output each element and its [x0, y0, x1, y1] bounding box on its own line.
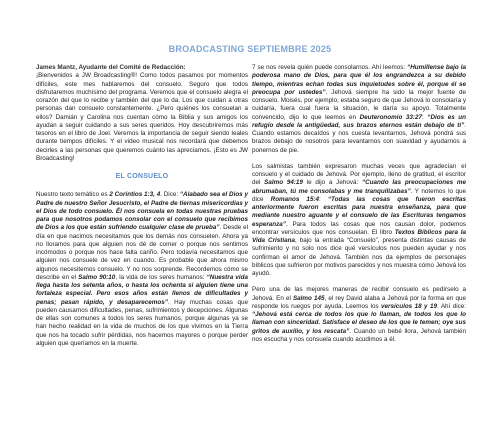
intro-paragraph — [36, 64, 248, 163]
text-run: : — [422, 113, 428, 121]
text-run: . Y notemos lo que dice — [252, 187, 467, 203]
scripture-quote: “Jehová está cerca de todos los que lo llaman, de todos los que lo llaman con sinceridad. Satisface el deseo de los que le temen; oye sus gritos de auxilio, y los rescata” — [252, 311, 466, 335]
text-run: . Desde el día en que nacimos necesitamos que los demás nos consuelen. Ahora ya no lloramos para que alguien nos dé de comer o porque nos sentimos incómodos o porque nos hace falta cariño. Pero todavía necesitamos que alguien nos consuele de vez en cuando. Es probable que ahora mismo algunos necesitemos consuelo. Y no nos sorprende. Recordemos cómo se describe en el — [36, 224, 248, 281]
book-title: Textos Bíblicos para la Vida Cristiana — [252, 228, 466, 244]
text-run: le dijo a Jehová: — [302, 179, 362, 187]
text-run: . Para todos las cosas que nos causan dolor, podemos encontrar versículos que nos consuelan. El libro — [252, 220, 466, 236]
text-run: 7 se nos revela quién puede consolarnos. Ahí leemos: — [252, 64, 408, 71]
scripture-ref: Salmo 94:19 — [264, 179, 303, 187]
section-heading: EL CONSUELO — [115, 173, 169, 180]
text-run: . Cuando estamos decaídos y nos cuesta levantarnos, Jehová pondrá sus brazos debajo de nosotros para levantarnos con suavidad y ayudarnos a ponernos de pie. — [252, 121, 466, 154]
text-run: Nuestro texto temático es — [36, 191, 110, 199]
right-column — [252, 64, 466, 352]
scripture-ref: Salmo 90:10 — [78, 273, 116, 281]
text-run: . Ahí dice: — [436, 302, 466, 310]
scripture-ref: versículos 18 y 19 — [381, 302, 437, 310]
scripture-quote: “Cuando las preocupaciones me abrumaban, tú me consolabas y me tranquilizabas” — [252, 179, 466, 195]
text-run: . Jehová siempre ha sido la mejor fuente de consuelo. Moisés, por ejemplo, estaba seguro de que Jehová lo consolaría y cuidaría, fuera cual fuera la situación, le daría su apoyo. Totalmente convencido, dijo lo que leemos en — [252, 88, 466, 121]
intro-text: ¡Bienvenidos a JW Broadcasting®! Como todos pasamos por momentos difíciles, este mes hablaremos del consuelo. Seguro que todos disfrutaremos muchísimo del programa. Veremos que el consuelo alegra el corazón del que lo recibe y también del que lo da. Los que cuidan a otras personas dan consuelo constantemente. ¿Pero quiénes los consuelan a ellos? Damián y Carolina nos cuentan cómo la Biblia y sus amigos los ayudan a seguir cuidando a sus seres queridos. Hoy descubriremos más tesoros en el libro de Joel. Veremos la importancia de seguir siendo leales durante tiempos difíciles. Y el video musical nos recordará que debemos decirles a las personas que queremos cuánto las apreciamos. ¡Esto es JW Broadcasting! — [36, 72, 248, 162]
intro-speaker: James Mantz, Ayudante del Comité de Redacción: — [36, 64, 186, 71]
left-column — [36, 64, 248, 356]
text-run: Los salmistas también expresaron muchas veces que agradecían el consuelo y el cuidado de Jehová. Por ejemplo, lleno de gratitud, el escritor del — [252, 162, 466, 187]
prayer-paragraph — [252, 286, 466, 344]
scripture-quote: “Alabado sea el Dios y Padre de nuestro Señor Jesucristo, el Padre de tiernas misericordias y el Dios de todo consuelo. Él nos consuela en todas nuestras pruebas para que nosotros podamos consolar con el consuelo que recibimos de Dios a los que están sufriendo cualquier clase de prueba” — [36, 191, 248, 232]
text-run: Pero una de las mejores maneras de recibir consuelo es pedírselo a Jehová. En el — [252, 286, 466, 302]
text-run: . Dice: — [160, 191, 180, 199]
text-run: , el rey David alaba a Jehová por la forma en que responde los ruegos por ayuda. Leemos los — [252, 294, 466, 310]
psalmists-paragraph — [252, 163, 466, 279]
text-run: . Cuando un bebé llora, Jehová también nos escucha y nos consuela cuando acudimos a él. — [252, 327, 467, 343]
consuelo-paragraph — [36, 191, 248, 348]
refuge-paragraph — [252, 64, 466, 155]
scripture-quote: “Todas las cosas que fueron escritas anteriormente fueron escritas para nuestra enseñanza, para que mediante nuestro aguante y el consuelo de las Escrituras tengamos esperanza” — [252, 195, 467, 228]
scripture-quote: “Humíllense bajo la poderosa mano de Dios, para que él los engrandezca a su debido tiempo, mientras echan todas sus inquietudes sobre él, porque él se preocupa por ustedes” — [252, 64, 466, 96]
scripture-ref: 2 Corintios 1:3, 4 — [109, 191, 161, 199]
scripture-ref: Salmo 145 — [292, 294, 325, 302]
scripture-quote: “Nuestra vida llega hasta los setenta años, o hasta los ochenta si alguien tiene una fortaleza especial. Pero esos años están llenos de dificultades y penas; pasan rápido, y desaparecemos” — [36, 273, 248, 306]
text-run: , bajo la entrada “Consuelo”, presenta distintas causas de sufrimiento y no solo nos dice qué versículos nos pueden ayudar y nos confirman el amor de Jehová. También nos da ejemplos de personajes bíblicos que sufrieron por motivos parecidos y nos muestra cómo Jehová los ayudó. — [252, 237, 466, 277]
document-title: BROADCASTING SEPTIEMBRE 2025 — [168, 44, 332, 54]
text-run: . Hay muchas cosas que pueden causarnos dificultades, penas, sufrimientos y decepciones. Algunas de ellas son comunes a todos los seres humanos, porque algunas ya se han hecho realidad en la vida de muchos de los que vivimos en la Tierra que nos ha tocado sufrir pérdidas, nos hacemos mayores o porque perder alguien que queríamos en la muerte. — [36, 298, 248, 347]
scripture-quote: “Dios es un refugio desde la antigüedad, sus brazos eternos están debajo de ti” — [252, 113, 466, 129]
text-run: : — [319, 195, 328, 203]
text-run: , la vida de los seres humanos: — [115, 273, 207, 281]
scripture-ref: Romanos 15:4 — [270, 195, 320, 203]
scripture-ref: Deuteronomio 33:27 — [359, 113, 422, 121]
